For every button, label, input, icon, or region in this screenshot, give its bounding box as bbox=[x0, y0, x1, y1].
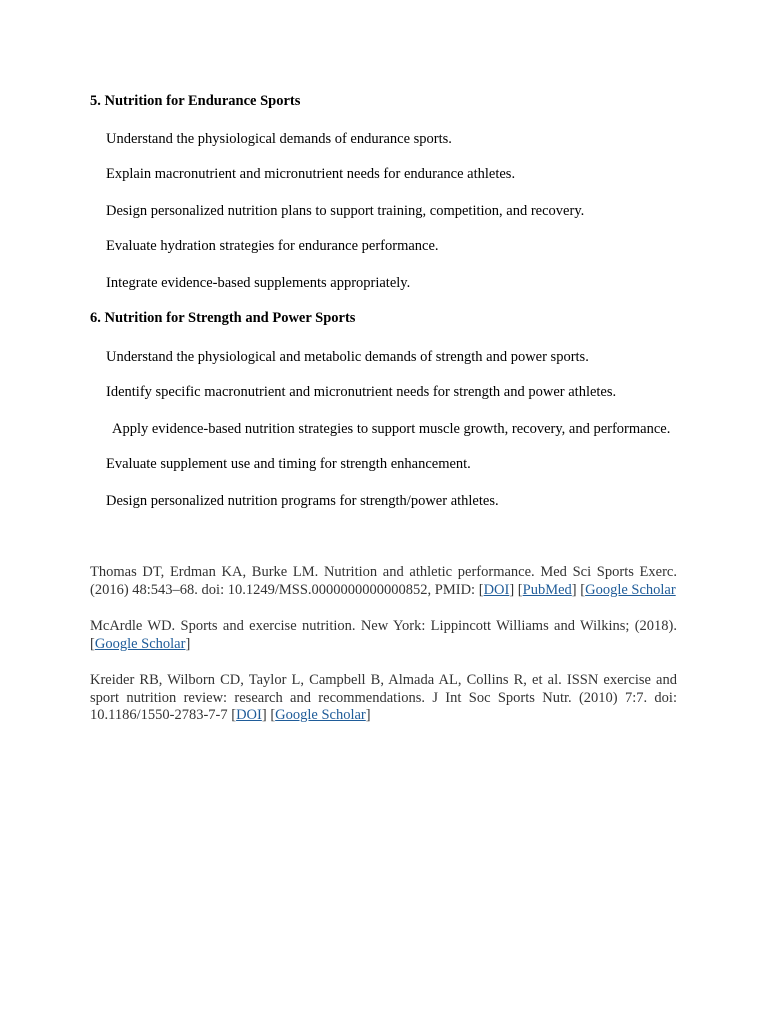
google-scholar-link[interactable]: Google Scholar bbox=[275, 707, 366, 723]
section-5-heading: 5. Nutrition for Endurance Sports bbox=[90, 93, 301, 109]
doi-link[interactable]: DOI bbox=[483, 581, 510, 598]
section-6-item-4: Evaluate supplement use and timing for strength enhancement. bbox=[106, 456, 471, 472]
section-5-item-2: Explain macronutrient and micronutrient needs for endurance athletes. bbox=[106, 166, 516, 182]
references-list bbox=[90, 564, 677, 725]
reference-text: Thomas DT, Erdman KA, Burke LM. Nutrition and athletic performance. Med Sci Sports Exerc. (2016) 48:543–68. doi: 10.1249/MSS.0000000000000852, PMID: bbox=[90, 564, 677, 598]
section-6-heading: 6. Nutrition for Strength and Power Sports bbox=[90, 310, 356, 326]
reference-text: Kreider RB, Wilborn CD, Taylor L, Campbell B, Almada AL, Collins R, et al. ISSN exercise and sport nutrition review: research and recommendations. J Int Soc Sports Nutr. (2010) 7:7. doi: 10.1186/1550-2783-7-7 bbox=[90, 672, 677, 723]
section-5-item-1: Understand the physiological demands of endurance sports. bbox=[106, 130, 452, 147]
section-6-item-2: Identify specific macronutrient and micronutrient needs for strength and power athletes. bbox=[106, 384, 617, 400]
section-6-item-1: Understand the physiological and metabolic demands of strength and power sports. bbox=[106, 348, 589, 365]
document-page bbox=[90, 93, 677, 725]
reference-3: Kreider RB, Wilborn CD, Taylor L, Campbell B, Almada AL, Collins R, et al. ISSN exercise and sport nutrition review: research and recommendations. J Int Soc Sports Nutr. (2010) 7:7. doi: 10.1186/1550-2783-7-7 [DOI] [Google Scholar] bbox=[90, 672, 677, 723]
section-6-item-3: Apply evidence-based nutrition strategies to support muscle growth, recovery, and performance. bbox=[112, 420, 671, 437]
reference-text: McArdle WD. Sports and exercise nutrition. New York: Lippincott Williams and Wilkins; (2018). bbox=[90, 618, 677, 634]
reference-2: McArdle WD. Sports and exercise nutrition. New York: Lippincott Williams and Wilkins; (2018). [Google Scholar] bbox=[90, 618, 677, 652]
reference-1: Thomas DT, Erdman KA, Burke LM. Nutrition and athletic performance. Med Sci Sports Exerc. (2016) 48:543–68. doi: 10.1249/MSS.0000000000000852, PMID: [DOI] [PubMed] [Google Scholar bbox=[90, 564, 677, 598]
section-5-item-3: Design personalized nutrition plans to support training, competition, and recovery. bbox=[106, 202, 585, 219]
section-6-item-5: Design personalized nutrition programs for strength/power athletes. bbox=[106, 492, 499, 509]
section-5-item-5: Integrate evidence-based supplements appropriately. bbox=[106, 274, 411, 291]
section-5-item-4: Evaluate hydration strategies for endurance performance. bbox=[106, 238, 439, 254]
pubmed-link[interactable]: PubMed bbox=[522, 581, 572, 598]
google-scholar-link[interactable]: Google Scholar bbox=[94, 635, 186, 652]
doi-link[interactable]: DOI bbox=[236, 707, 262, 723]
google-scholar-link[interactable]: Google Scholar bbox=[585, 581, 676, 598]
